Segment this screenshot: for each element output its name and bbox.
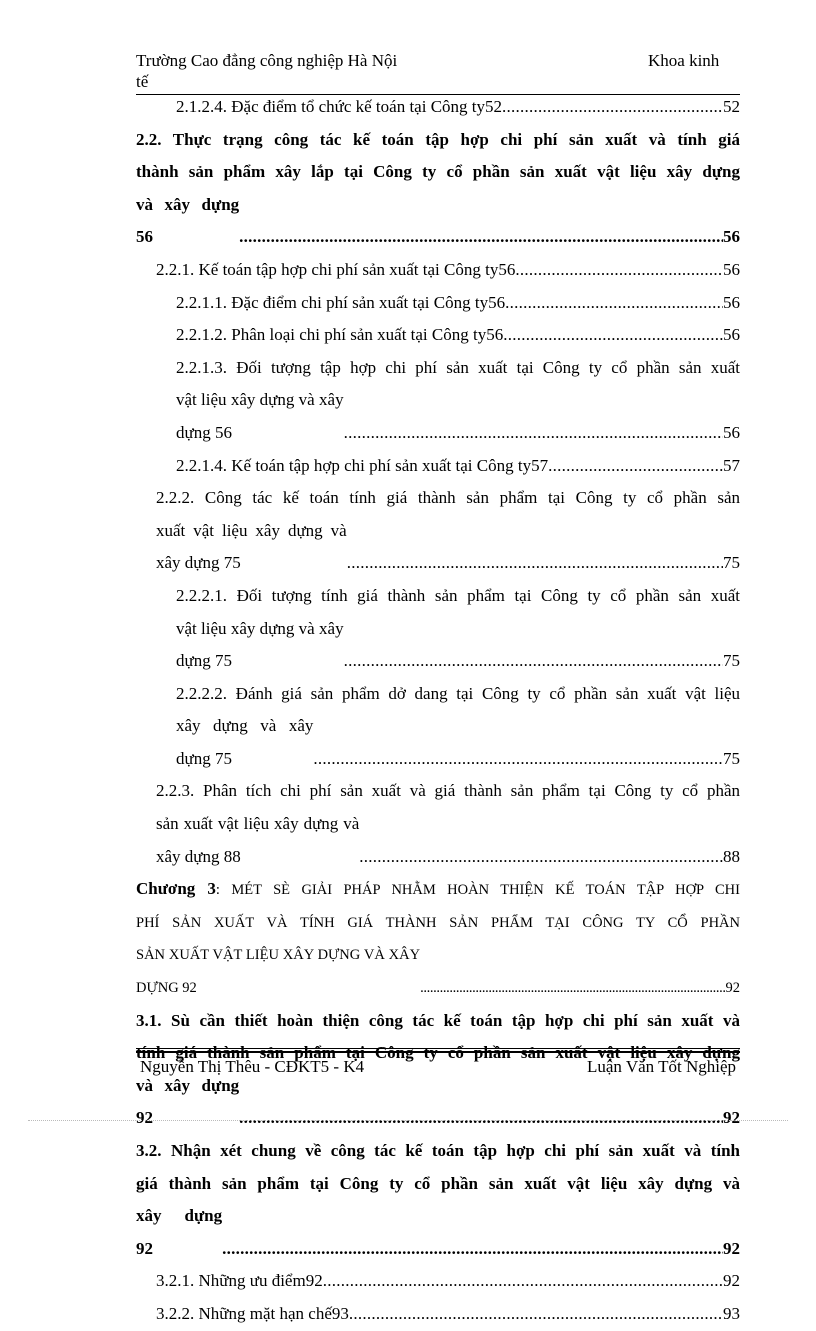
toc-leader-dots [222, 1233, 723, 1266]
toc-leader-dots [548, 450, 723, 483]
chapter-label: Chương 3 [136, 879, 216, 899]
footer-thesis-label: Luận Văn Tốt Nghiệp [586, 1057, 736, 1076]
toc-entry-page: 56 [723, 259, 740, 279]
footer-divider [136, 1048, 740, 1049]
toc-entry-line: và xây dựng 92 [136, 1075, 240, 1128]
toc-entry-line: 2.2.2.2. Đánh giá sản phẩm dở dang tại Công ty cổ phần sản xuất vật liệu [176, 683, 740, 703]
toc-entry-line: thành sản phẩm xây lắp tại Công ty cổ phần sản xuất vật liệu xây dựng [136, 162, 740, 182]
toc-entry-page: 93 [723, 1303, 740, 1323]
toc-entry-line: xuất vật liệu xây dựng và xây dựng 75 [156, 520, 347, 573]
toc-leader-dots [503, 319, 723, 352]
toc-leader-dots [239, 221, 723, 254]
footer-divider-thick [136, 1051, 740, 1053]
toc-entry-chapter-3[interactable] [136, 873, 740, 1004]
toc-entry-line: PHÍ SẢN XUẤT VÀ TÍNH GIÁ THÀNH SẢN PHẨM TẠI CÔNG TY CỔ PHẦN [136, 914, 740, 931]
toc-entry-2-1-2-4[interactable] [136, 91, 740, 124]
toc-leader-dots [420, 972, 725, 1005]
toc-entry-line: tính giá thành sản phẩm tại Công ty cổ phần sản xuất vật liệu xây dựng [136, 1043, 740, 1063]
toc-leader-dots [349, 1298, 723, 1331]
toc-entry-line: xây dựng 92 [136, 1206, 223, 1258]
toc-entry-line: 2.2.3. Phân tích chi phí sản xuất và giá thành sản phẩm tại Công ty cổ phần [156, 781, 740, 801]
toc-entry-2-2-1[interactable] [136, 254, 740, 287]
toc-leader-dots [323, 1265, 723, 1298]
toc-entry-line: vật liệu xây dựng và xây dựng 75 [176, 618, 344, 671]
toc-entry-2-2-1-3[interactable] [136, 352, 740, 450]
page-bottom-edge [28, 1120, 788, 1121]
toc-entry-line: 2.2.1.3. Đối tượng tập hợp chi phí sản xuất tại Công ty cổ phần sản xuất [176, 357, 740, 377]
footer-author: Nguyễn Thị Thêu - CĐKT5 - K4 [140, 1057, 365, 1076]
toc-entry-2-2[interactable] [136, 124, 740, 254]
toc-entry-page: 56 [723, 227, 740, 247]
toc-entry-2-2-2-1[interactable] [136, 580, 740, 678]
toc-entry-title: 2.2.1.1. Đặc điểm chi phí sản xuất tại Công ty56 [176, 292, 506, 312]
toc-entry-line: giá thành sản phẩm tại Công ty cổ phần sản xuất vật liệu xây dựng và [136, 1173, 740, 1193]
toc-entry-page: 75 [723, 553, 740, 573]
toc-entry-page: 92 [723, 1108, 740, 1128]
toc-entry-line: sản xuất vật liệu xây dựng và xây dựng 88 [156, 814, 360, 866]
toc-entry-2-2-2-2[interactable] [136, 678, 740, 776]
toc-entry-page: 56 [723, 292, 740, 312]
toc-entry-page: 56 [723, 325, 740, 345]
toc-entry-line: vật liệu xây dựng và xây dựng 56 [176, 390, 344, 442]
toc-entry-2-2-1-1[interactable] [136, 287, 740, 320]
toc-entry-2-2-1-4[interactable] [136, 450, 740, 483]
toc-entry-title: 2.2.1.4. Kế toán tập hợp chi phí sản xuất tại Công ty57 [176, 455, 549, 475]
toc-entry-page: 88 [723, 846, 740, 866]
toc-entry-3-2[interactable] [136, 1135, 740, 1265]
toc-leader-dots [515, 254, 723, 287]
toc-entry-page: 56 [723, 422, 740, 442]
header-department: Khoa kinh [648, 51, 720, 70]
table-of-contents [136, 91, 740, 1331]
toc-entry-title: 2.1.2.4. Đặc điểm tổ chức kế toán tại Công ty52 [176, 97, 503, 116]
toc-entry-3-2-1[interactable] [136, 1265, 740, 1298]
toc-entry-2-2-3[interactable] [136, 775, 740, 873]
header-school-name: Trường Cao đẳng công nghiệp Hà Nội [136, 51, 398, 70]
toc-entry-page: 75 [723, 651, 740, 671]
page-header [136, 50, 740, 96]
toc-entry-page: 75 [723, 748, 740, 768]
toc-entry-page: 57 [723, 455, 740, 475]
toc-entry-3-2-2[interactable] [136, 1298, 740, 1331]
toc-entry-title: 3.2.1. Những ưu điểm92 [156, 1271, 323, 1291]
toc-leader-dots [347, 547, 723, 580]
toc-entry-title: 2.2.1.2. Phân loại chi phí sản xuất tại Công ty56 [176, 325, 504, 345]
toc-entry-line: 2.2.2. Công tác kế toán tính giá thành sản phẩm tại Công ty cổ phần sản [156, 488, 740, 508]
toc-entry-page: 92 [723, 1238, 740, 1258]
toc-leader-dots [344, 645, 723, 678]
toc-entry-page: 52 [723, 97, 740, 116]
toc-entry-line: 3.2. Nhận xét chung về công tác kế toán tập hợp chi phí sản xuất và tính [136, 1141, 740, 1160]
toc-leader-dots [313, 743, 723, 776]
toc-entry-2-2-2[interactable] [136, 482, 740, 580]
toc-entry-line: : MÉT SÈ GIẢI PHÁP NHẰM HOÀN THIỆN KẾ TOÁN TẬP HỢP CHI [215, 882, 740, 899]
toc-leader-dots [344, 417, 723, 450]
toc-entry-page: 92 [723, 1271, 740, 1291]
toc-entry-2-2-1-2[interactable] [136, 319, 740, 352]
toc-entry-line: 2.2. Thực trạng công tác kế toán tập hợp chi phí sản xuất và tính giá [136, 129, 740, 149]
toc-leader-dots [239, 1102, 723, 1135]
toc-leader-dots [505, 287, 723, 320]
toc-entry-title: 3.2.2. Những mặt hạn chế93 [156, 1303, 349, 1323]
toc-entry-line: 3.1. Sù cần thiết hoàn thiện công tác kế toán tập hợp chi phí sản xuất và [136, 1010, 740, 1030]
toc-leader-dots [502, 91, 723, 124]
toc-entry-line: SẢN XUẤT VẬT LIỆU XÂY DỰNG VÀ XÂY DỰNG 92 [136, 947, 421, 997]
toc-entry-page: 92 [725, 980, 740, 997]
toc-entry-line: và xây dựng 56 [136, 194, 240, 247]
toc-leader-dots [359, 841, 723, 874]
toc-entry-line: xây dựng và xây dựng 75 [176, 716, 314, 768]
header-department-continued: tế [136, 72, 149, 91]
toc-entry-line: 2.2.2.1. Đối tượng tính giá thành sản phẩm tại Công ty cổ phần sản xuất [176, 585, 740, 605]
toc-entry-title: 2.2.1. Kế toán tập hợp chi phí sản xuất tại Công ty56 [156, 259, 516, 279]
